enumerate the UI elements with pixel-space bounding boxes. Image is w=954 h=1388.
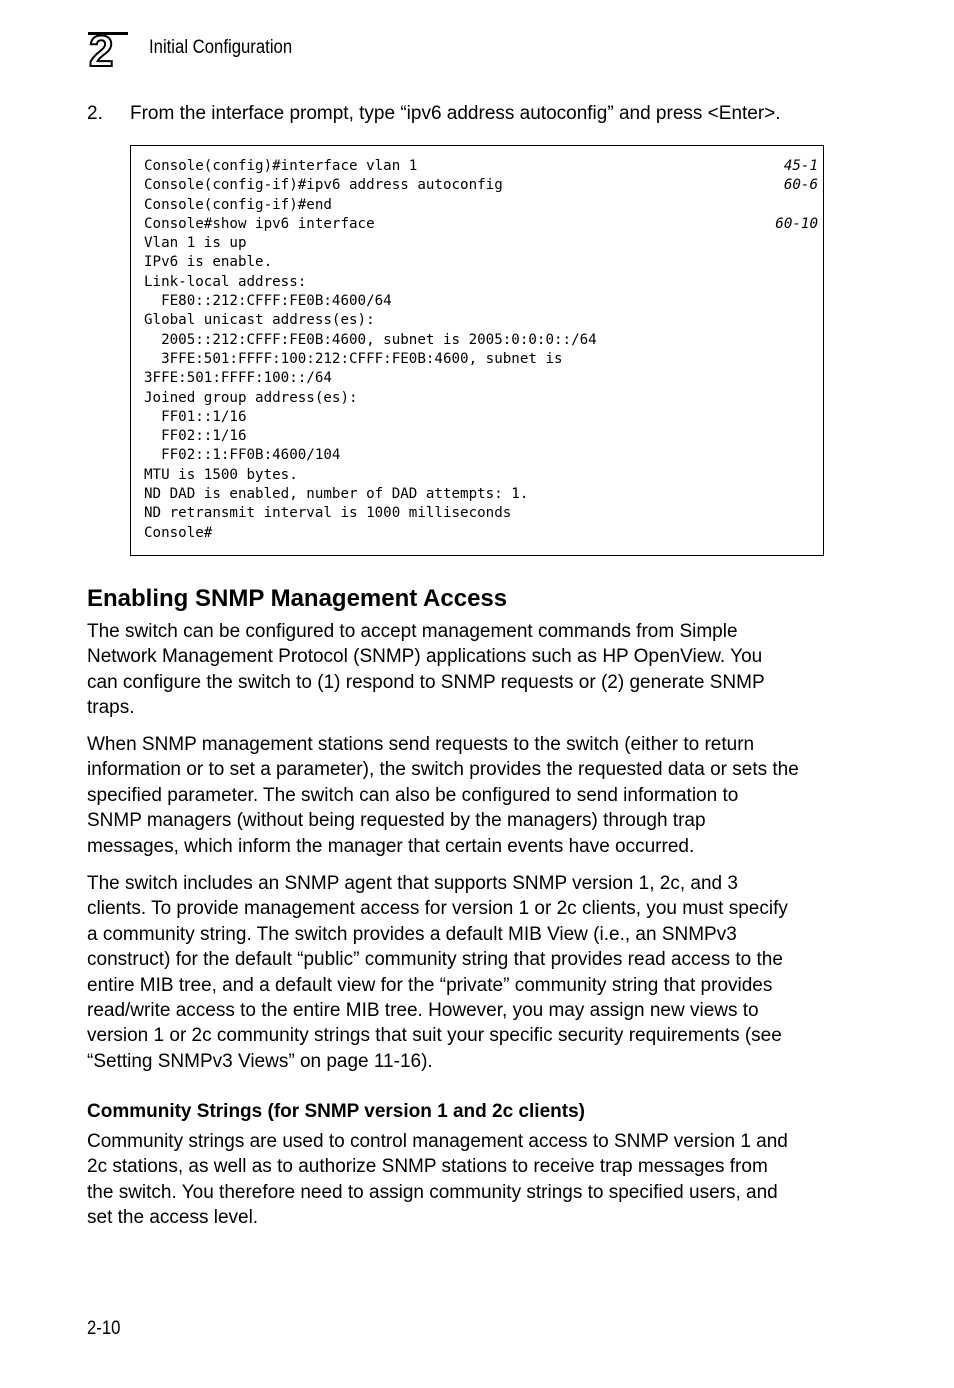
console-command-text: FF01::1/16 <box>144 408 247 425</box>
paragraph-line: read/write access to the entire MIB tree. However, you may assign new views to <box>87 1000 759 1022</box>
console-command-text: Joined group address(es): <box>144 389 358 406</box>
paragraph-line: information or to set a parameter), the switch provides the requested data or sets the <box>87 759 799 781</box>
console-line <box>144 350 818 369</box>
console-line <box>144 331 818 350</box>
console-command-text: FF02::1/16 <box>144 428 247 445</box>
paragraph-line: Community strings are used to control management access to SNMP version 1 and <box>87 1131 788 1152</box>
paragraph-line: the switch. You therefore need to assign community strings to specified users, and <box>87 1181 778 1203</box>
console-page-reference: 60-6 <box>783 177 818 194</box>
section-paragraph-3 <box>87 871 788 1074</box>
console-command-text: Vlan 1 is up <box>144 235 247 252</box>
console-command-text: 2005::212:CFFF:FE0B:4600, subnet is 2005:0:0:0::/64 <box>144 331 597 348</box>
running-header-title: Initial Configuration <box>149 37 293 58</box>
console-command-text: Console(config-if)#end <box>144 196 332 213</box>
console-line <box>144 292 818 311</box>
console-page-reference: 60-10 <box>775 215 818 232</box>
console-line <box>144 273 818 292</box>
console-command-text: ND retransmit interval is 1000 milliseconds <box>144 505 512 522</box>
console-line <box>144 369 818 388</box>
subsection-heading: Community Strings (for SNMP version 1 and 2c clients) <box>87 1101 585 1122</box>
console-command-text: FF02::1:FF0B:4600/104 <box>144 447 341 464</box>
step-text: From the interface prompt, type “ipv6 address autoconfig” and press <Enter>. <box>130 103 781 124</box>
console-page-reference: 45-1 <box>783 158 818 174</box>
console-command-text: 3FFE:501:FFFF:100::/64 <box>144 370 332 387</box>
chapter-number-icon <box>88 27 128 76</box>
paragraph-line: version 1 or 2c community strings that suit your specific security requirements (see <box>87 1025 782 1047</box>
console-line <box>144 389 818 408</box>
paragraph-line: SNMP managers (without being requested by the managers) through trap <box>87 810 706 832</box>
paragraph-line: entire MIB tree, and a default view for the “private” community string that provides <box>87 974 773 996</box>
console-command-text: IPv6 is enable. <box>144 254 273 271</box>
page-number: 2-10 <box>87 1318 121 1339</box>
paragraph-line: When SNMP management stations send requests to the switch (either to return <box>87 734 755 755</box>
console-line <box>144 215 818 234</box>
console-command-text: ND DAD is enabled, number of DAD attempts: 1. <box>144 486 529 503</box>
paragraph-line: a community string. The switch provides a default MIB View (i.e., an SNMPv3 <box>87 923 737 945</box>
section-paragraph-2 <box>87 732 799 859</box>
chapter-number: 2 <box>89 27 114 76</box>
console-line <box>144 466 818 485</box>
paragraph-line: 2c stations, as well as to authorize SNMP stations to receive trap messages from <box>87 1156 768 1178</box>
console-lines <box>144 157 818 543</box>
console-command-text: Global unicast address(es): <box>144 312 375 329</box>
console-line <box>144 253 818 272</box>
console-command-text: Console(config)#interface vlan 1 <box>144 158 418 174</box>
console-line <box>144 196 818 215</box>
paragraph-line: The switch includes an SNMP agent that supports SNMP version 1, 2c, and 3 <box>87 873 738 894</box>
paragraph-line: construct) for the default “public” community string that provides read access to the <box>87 949 783 971</box>
console-command-text: MTU is 1500 bytes. <box>144 466 298 483</box>
console-line <box>144 234 818 253</box>
console-command-text: Console(config-if)#ipv6 address autoconfig <box>144 177 503 194</box>
paragraph-line: Network Management Protocol (SNMP) applications such as HP OpenView. You <box>87 646 763 668</box>
console-line <box>144 427 818 446</box>
paragraph-line: clients. To provide management access for version 1 or 2c clients, you must specify <box>87 898 788 920</box>
console-command-text: Console# <box>144 524 213 541</box>
paragraph-line: set the access level. <box>87 1207 259 1229</box>
section-heading: Enabling SNMP Management Access <box>87 585 508 612</box>
console-command-text: Link-local address: <box>144 273 307 290</box>
section-paragraph-1 <box>87 619 765 721</box>
paragraph-line: can configure the switch to (1) respond to SNMP requests or (2) generate SNMP <box>87 671 765 693</box>
console-line <box>144 446 818 465</box>
console-command-text: FE80::212:CFFF:FE0B:4600/64 <box>144 293 392 310</box>
console-line <box>144 408 818 427</box>
paragraph-line: messages, which inform the manager that certain events have occurred. <box>87 835 695 857</box>
console-line <box>144 311 818 330</box>
subsection-paragraph <box>87 1129 788 1231</box>
console-line <box>144 504 818 523</box>
console-line <box>144 157 818 176</box>
console-example <box>130 145 824 556</box>
step-number: 2. <box>87 103 103 124</box>
console-command-text: Console#show ipv6 interface <box>144 215 375 232</box>
paragraph-line: “Setting SNMPv3 Views” on page 11-16). <box>87 1050 433 1072</box>
console-line <box>144 524 818 543</box>
console-line <box>144 485 818 504</box>
console-command-text: 3FFE:501:FFFF:100:212:CFFF:FE0B:4600, subnet is <box>144 350 563 367</box>
console-line <box>144 176 818 195</box>
paragraph-line: specified parameter. The switch can also be configured to send information to <box>87 784 739 806</box>
paragraph-line: The switch can be configured to accept management commands from Simple <box>87 621 738 642</box>
paragraph-line: traps. <box>87 697 135 719</box>
